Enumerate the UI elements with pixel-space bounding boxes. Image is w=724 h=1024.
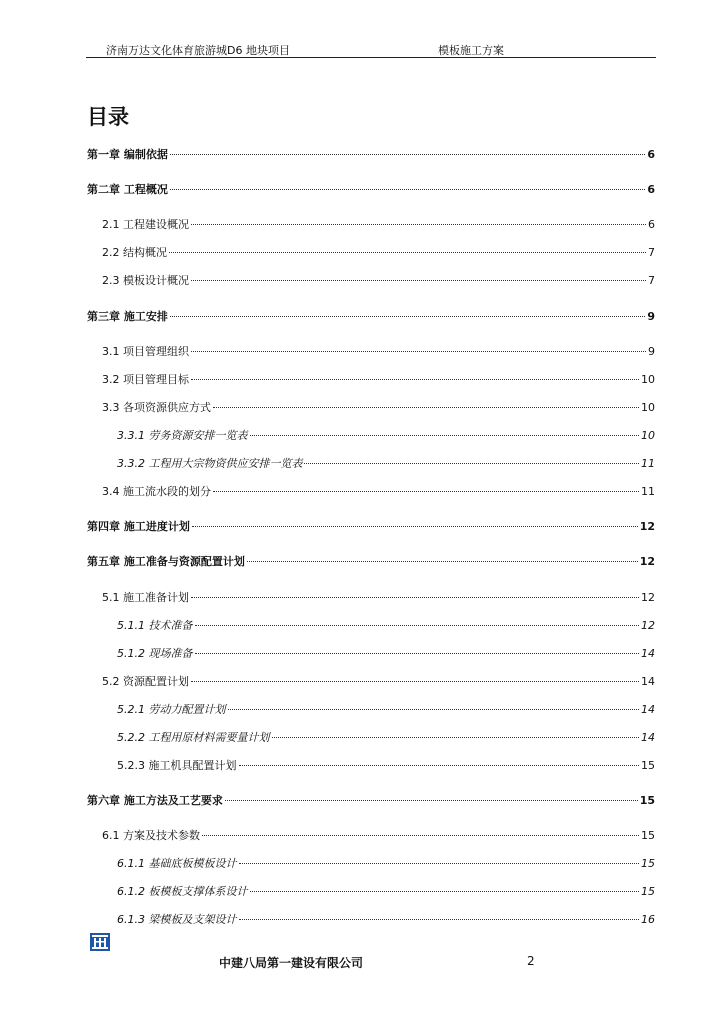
toc-leader-dots	[272, 737, 640, 738]
toc-entry-page: 9	[647, 310, 655, 323]
toc-entry[interactable]	[87, 182, 655, 198]
toc-entry[interactable]	[87, 147, 655, 163]
toc-entry-page: 15	[641, 759, 655, 772]
toc-entry-page: 6	[647, 148, 655, 161]
toc-entry[interactable]	[87, 554, 655, 570]
toc-entry[interactable]	[117, 730, 655, 746]
toc-leader-dots	[170, 154, 646, 155]
toc-entry[interactable]	[102, 245, 655, 261]
toc-entry-page: 6	[647, 183, 655, 196]
toc-entry-label: 5.2.2 工程用原材料需要量计划	[117, 731, 270, 744]
toc-entry[interactable]	[102, 273, 655, 289]
toc-entry-label: 2.2 结构概况	[102, 246, 167, 259]
toc-entry[interactable]	[102, 828, 655, 844]
toc-entry-label: 2.1 工程建设概况	[102, 218, 189, 231]
toc-entry-label: 3.2 项目管理目标	[102, 373, 189, 386]
toc-entry-label: 6.1.2 板模板支撑体系设计	[117, 885, 248, 898]
toc-entry-page: 9	[648, 345, 655, 358]
toc-entry-label: 2.3 模板设计概况	[102, 274, 189, 287]
toc-entry-page: 14	[641, 731, 655, 744]
toc-entry-page: 12	[639, 555, 655, 568]
toc-leader-dots	[191, 681, 639, 682]
toc-leader-dots	[213, 407, 639, 408]
toc-leader-dots	[195, 625, 640, 626]
toc-entry-page: 12	[641, 591, 655, 604]
toc-entry-page: 15	[641, 829, 655, 842]
toc-entry-label: 5.1.1 技术准备	[117, 619, 193, 632]
toc-entry-label: 6.1 方案及技术参数	[102, 829, 200, 842]
toc-entry-label: 第三章 施工安排	[87, 310, 168, 323]
toc-entry-label: 6.1.3 梁模板及支架设计	[117, 913, 237, 926]
toc-entry[interactable]	[102, 372, 655, 388]
toc-entry-page: 14	[641, 703, 655, 716]
toc-entry[interactable]	[117, 758, 655, 774]
toc-entry[interactable]	[102, 674, 655, 690]
toc-entry-label: 5.1.2 现场准备	[117, 647, 193, 660]
toc-entry-page: 11	[641, 457, 655, 470]
toc-leader-dots	[250, 891, 640, 892]
toc-entry-label: 第五章 施工准备与资源配置计划	[87, 555, 245, 568]
toc-entry-page: 15	[641, 857, 655, 870]
toc-entry[interactable]	[117, 646, 655, 662]
toc-title: 目录	[87, 105, 129, 129]
toc-entry-page: 14	[641, 675, 655, 688]
toc-leader-dots	[195, 653, 640, 654]
header-project-name: 济南万达文化体育旅游城D6 地块项目	[106, 44, 290, 57]
header-document-title: 模板施工方案	[438, 44, 504, 57]
toc-entry-page: 7	[648, 246, 655, 259]
toc-entry-page: 15	[639, 794, 655, 807]
toc-leader-dots	[191, 351, 646, 352]
toc-entry-page: 10	[641, 401, 655, 414]
toc-entry[interactable]	[117, 856, 655, 872]
toc-entry-page: 7	[648, 274, 655, 287]
toc-entry-label: 第四章 施工进度计划	[87, 520, 190, 533]
toc-leader-dots	[191, 280, 646, 281]
toc-entry-label: 3.3.2 工程用大宗物资供应安排一览表	[117, 457, 303, 470]
toc-leader-dots	[213, 491, 639, 492]
toc-entry-page: 12	[641, 619, 655, 632]
toc-leader-dots	[247, 561, 638, 562]
toc-entry[interactable]	[102, 344, 655, 360]
toc-entry[interactable]	[117, 884, 655, 900]
toc-leader-dots	[304, 463, 639, 464]
toc-leader-dots	[239, 919, 640, 920]
toc-leader-dots	[239, 863, 640, 864]
toc-entry-page: 12	[639, 520, 655, 533]
toc-entry-label: 3.3 各项资源供应方式	[102, 401, 211, 414]
toc-entry-label: 3.4 施工流水段的划分	[102, 485, 211, 498]
toc-leader-dots	[225, 800, 638, 801]
toc-entry[interactable]	[102, 590, 655, 606]
toc-entry-page: 11	[641, 485, 655, 498]
toc-entry[interactable]	[87, 309, 655, 325]
toc-leader-dots	[170, 316, 646, 317]
toc-entry-label: 5.1 施工准备计划	[102, 591, 189, 604]
toc-entry[interactable]	[87, 793, 655, 809]
toc-leader-dots	[192, 526, 638, 527]
toc-entry[interactable]	[87, 519, 655, 535]
toc-entry-label: 第一章 编制依据	[87, 148, 168, 161]
footer-page-number: 2	[527, 954, 535, 968]
toc-entry[interactable]	[117, 428, 655, 444]
toc-leader-dots	[250, 435, 640, 436]
toc-entry-label: 第六章 施工方法及工艺要求	[87, 794, 223, 807]
toc-entry-page: 10	[641, 373, 655, 386]
toc-entry[interactable]	[117, 618, 655, 634]
toc-entry-label: 3.3.1 劳务资源安排一览表	[117, 429, 248, 442]
toc-leader-dots	[170, 189, 646, 190]
toc-entry-page: 15	[641, 885, 655, 898]
toc-leader-dots	[191, 379, 639, 380]
toc-leader-dots	[239, 765, 640, 766]
toc-entry-label: 3.1 项目管理组织	[102, 345, 189, 358]
toc-leader-dots	[169, 252, 646, 253]
header-divider	[86, 57, 656, 58]
toc-entry[interactable]	[102, 400, 655, 416]
toc-entry-label: 5.2 资源配置计划	[102, 675, 189, 688]
toc-entry[interactable]	[102, 484, 655, 500]
toc-entry-page: 16	[641, 913, 655, 926]
company-logo-icon	[90, 933, 110, 951]
toc-entry-page: 6	[648, 218, 655, 231]
footer-company-name: 中建八局第一建设有限公司	[219, 956, 364, 970]
toc-leader-dots	[202, 835, 639, 836]
toc-entry-page: 14	[641, 647, 655, 660]
toc-entry[interactable]	[102, 217, 655, 233]
toc-entry[interactable]	[117, 702, 655, 718]
toc-leader-dots	[191, 597, 639, 598]
toc-entry-label: 6.1.1 基础底板模板设计	[117, 857, 237, 870]
toc-entry-label: 第二章 工程概况	[87, 183, 168, 196]
toc-entry[interactable]	[117, 456, 655, 472]
toc-entry-page: 10	[641, 429, 655, 442]
toc-entry[interactable]	[117, 912, 655, 928]
toc-leader-dots	[191, 224, 646, 225]
toc-entry-label: 5.2.1 劳动力配置计划	[117, 703, 226, 716]
toc-entry-label: 5.2.3 施工机具配置计划	[117, 759, 237, 772]
toc-leader-dots	[228, 709, 640, 710]
